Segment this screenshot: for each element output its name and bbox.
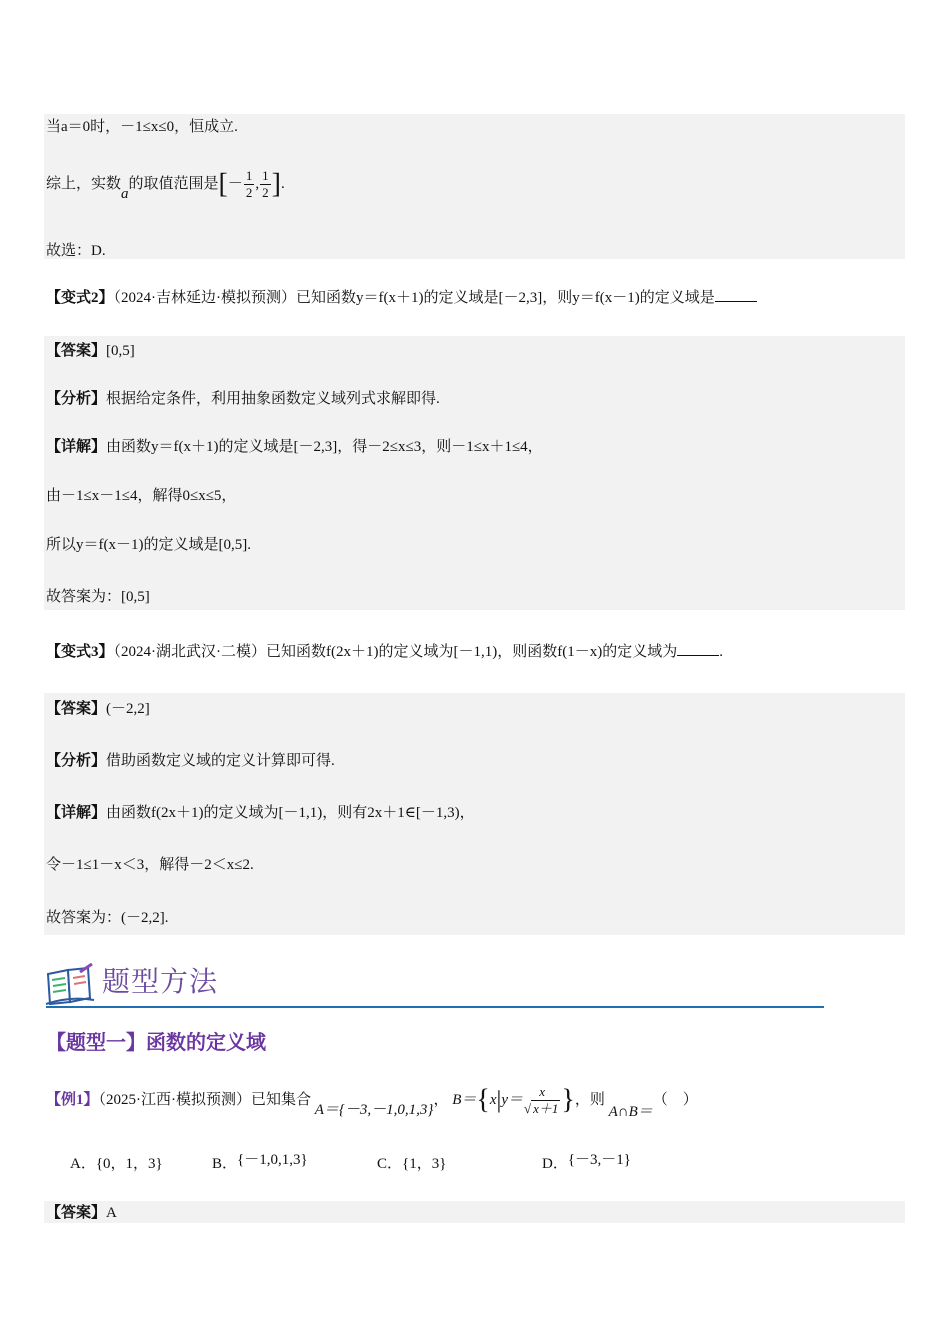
option-c[interactable]: C．{1，3}	[377, 1156, 447, 1172]
case-a-zero: 当a＝0时，－1≤x≤0，恒成立.	[46, 119, 238, 135]
open-book-icon	[44, 962, 96, 1006]
variant3-detail: 【详解】由函数f(2x＋1)的定义域为[－1,1)，则有2x＋1∈[－1,3)，	[46, 805, 475, 821]
solution-panel-variant2	[44, 336, 905, 610]
section-divider	[46, 1006, 824, 1008]
example1-answer: 【答案】A	[46, 1205, 117, 1221]
variant2-step2: 由－1≤x－1≤4，解得0≤x≤5，	[46, 488, 237, 504]
variant3-step2: 令－1≤1－x＜3，解得－2＜x≤2.	[46, 857, 254, 873]
variant3-answer: 【答案】(－2,2]	[46, 701, 150, 717]
example1-question: 【例1】（2025·江西·模拟预测）已知集合 A＝{－3,－1,0,1,3}， B＝{x|y＝ $\frac{x}{√ x+1}$ }，则 A∩B＝（ ）	[46, 1084, 698, 1120]
variant3-analysis: 【分析】借助函数定义域的定义计算即可得.	[46, 753, 335, 769]
variant2-step3: 所以y＝f(x－1)的定义域是[0,5].	[46, 537, 251, 553]
option-d[interactable]: D．{－3,－1}	[542, 1152, 631, 1172]
variant2-question: 【变式2】（2024·吉林延边·模拟预测）已知函数y＝f(x＋1)的定义域是[－2,3]，则y＝f(x－1)的定义域是	[46, 287, 757, 309]
option-a[interactable]: A．{0，1，3}	[70, 1156, 163, 1172]
variant2-analysis: 【分析】根据给定条件，利用抽象函数定义域列式求解即得.	[46, 391, 440, 407]
variant2-detail: 【详解】由函数y＝f(x＋1)的定义域是[－2,3]，得－2≤x≤3，则－1≤x＋1≤4，	[46, 439, 543, 455]
range-conclusion: 综上，实数a的取值范围是[－ $\frac{1}{2}$ , $\frac{1}{2}$ ].	[46, 168, 285, 202]
section-title: 题型方法	[102, 965, 219, 998]
option-b[interactable]: B．{－1,0,1,3}	[212, 1152, 308, 1172]
variant3-final: 故答案为：(－2,2].	[46, 910, 169, 926]
solution-panel-example1	[44, 1201, 905, 1223]
variant2-answer: 【答案】[0,5]	[46, 343, 135, 359]
variant2-final: 故答案为：[0,5]	[46, 589, 150, 605]
variant3-question: 【变式3】（2024·湖北武汉·二模）已知函数f(2x＋1)的定义域为[－1,1)，则函数f(1－x)的定义域为 .	[46, 641, 723, 663]
choice-d: 故选：D.	[46, 243, 106, 259]
type-title: 【题型一】函数的定义域	[46, 1030, 266, 1054]
